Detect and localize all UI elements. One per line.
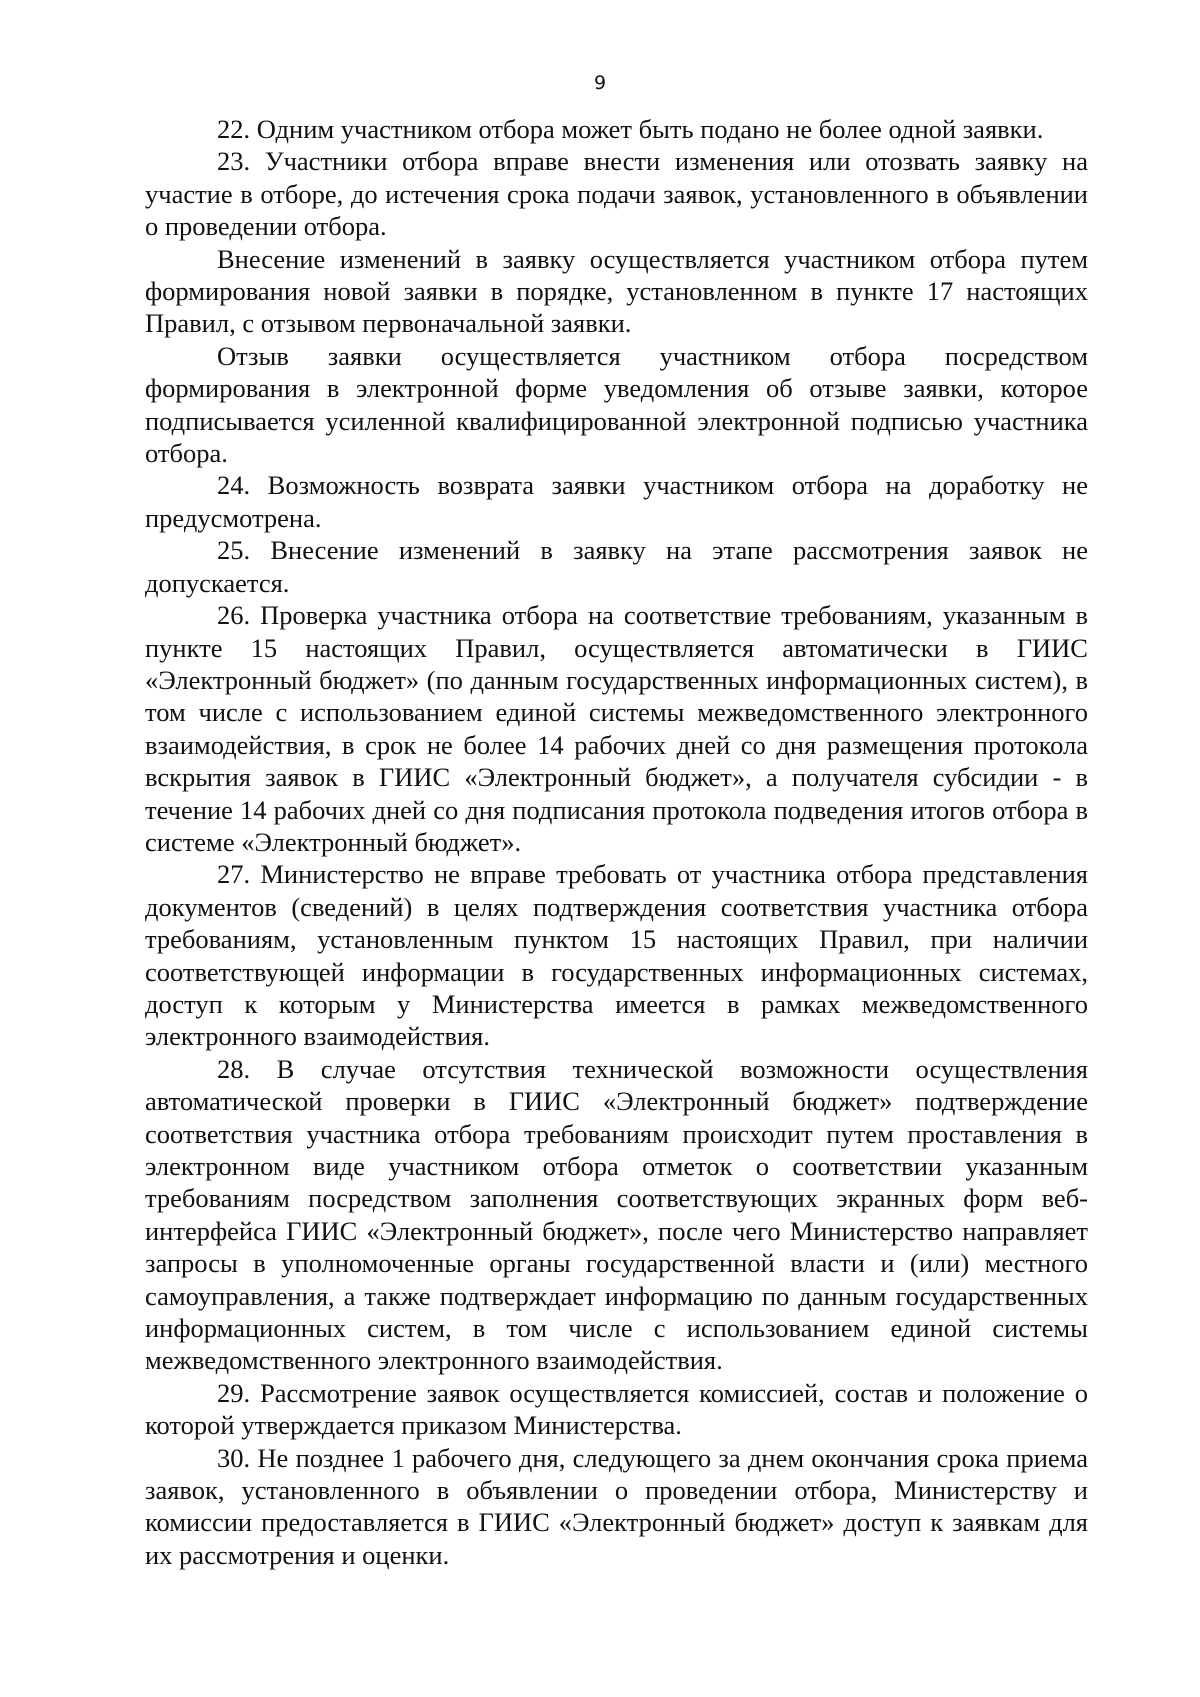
paragraph-22: 22. Одним участником отбора может быть подано не более одной заявки.	[217, 114, 1044, 144]
paragraph-23-changes: Внесение изменений в заявку осуществляется участником отбора путем формирования новой заявки в порядке, установленном в пункте 17 настоящих Правил, с отзывом первоначальной заявки.	[145, 243, 1088, 339]
document-body	[145, 113, 1088, 1571]
paragraph-28: 28. В случае отсутствия технической возможности осуществления автоматической проверки в ГИИС «Электронный бюджет» подтверждение соответствия участника отбора требованиям происходит путем проставления в электронном виде участником отбора отметок о соответствии указанным требованиям посредством заполнения соответствующих экранных форм веб-интерфейса ГИИС «Электронный бюджет», после чего Министерство направляет запросы в уполномоченные органы государственной власти и (или) местного самоуправления, а также подтверждает информацию по данным государственных информационных систем, в том числе с использованием единой системы межведомственного электронного взаимодействия.	[145, 1053, 1088, 1376]
paragraph-29: 29. Рассмотрение заявок осуществляется комиссией, состав и положение о которой утверждается приказом Министерства.	[145, 1377, 1088, 1441]
paragraph-26: 26. Проверка участника отбора на соответствие требованиям, указанным в пункте 15 настоящих Правил, осуществляется автоматически в ГИИС «Электронный бюджет» (по данным государственных информационных систем), в том числе с использованием единой системы межведомственного электронного взаимодействия, в срок не более 14 рабочих дней со дня размещения протокола вскрытия заявок в ГИИС «Электронный бюджет», а получателя субсидии - в течение 14 рабочих дней со дня подписания протокола подведения итогов отбора в системе «Электронный бюджет».	[145, 600, 1088, 857]
paragraph-24: 24. Возможность возврата заявки участником отбора на доработку не предусмотрена.	[145, 470, 1088, 533]
page-number: 9	[593, 72, 607, 94]
paragraph-23-withdrawal: Отзыв заявки осуществляется участником отбора посредством формирования в электронной форме уведомления об отзыве заявки, которое подписывается усиленной квалифицированной электронной подписью участника отбора.	[145, 340, 1088, 469]
paragraph-27: 27. Министерство не вправе требовать от участника отбора представления документов (сведений) в целях подтверждения соответствия участника отбора требованиям, установленным пунктом 15 настоящих Правил, при наличии соответствующей информации в государственных информационных системах, доступ к которым у Министерства имеется в рамках межведомственного электронного взаимодействия.	[145, 859, 1088, 1052]
paragraph-30: 30. Не позднее 1 рабочего дня, следующего за днем окончания срока приема заявок, установленного в объявлении о проведении отбора, Министерству и комиссии предоставляется в ГИИС «Электронный бюджет» доступ к заявкам для их рассмотрения и оценки.	[145, 1442, 1088, 1570]
paragraph-25: 25. Внесение изменений в заявку на этапе рассмотрения заявок не допускается.	[145, 535, 1088, 598]
paragraph-23: 23. Участники отбора вправе внести изменения или отозвать заявку на участие в отборе, до истечения срока подачи заявок, установленного в объявлении о проведении отбора.	[145, 146, 1088, 242]
